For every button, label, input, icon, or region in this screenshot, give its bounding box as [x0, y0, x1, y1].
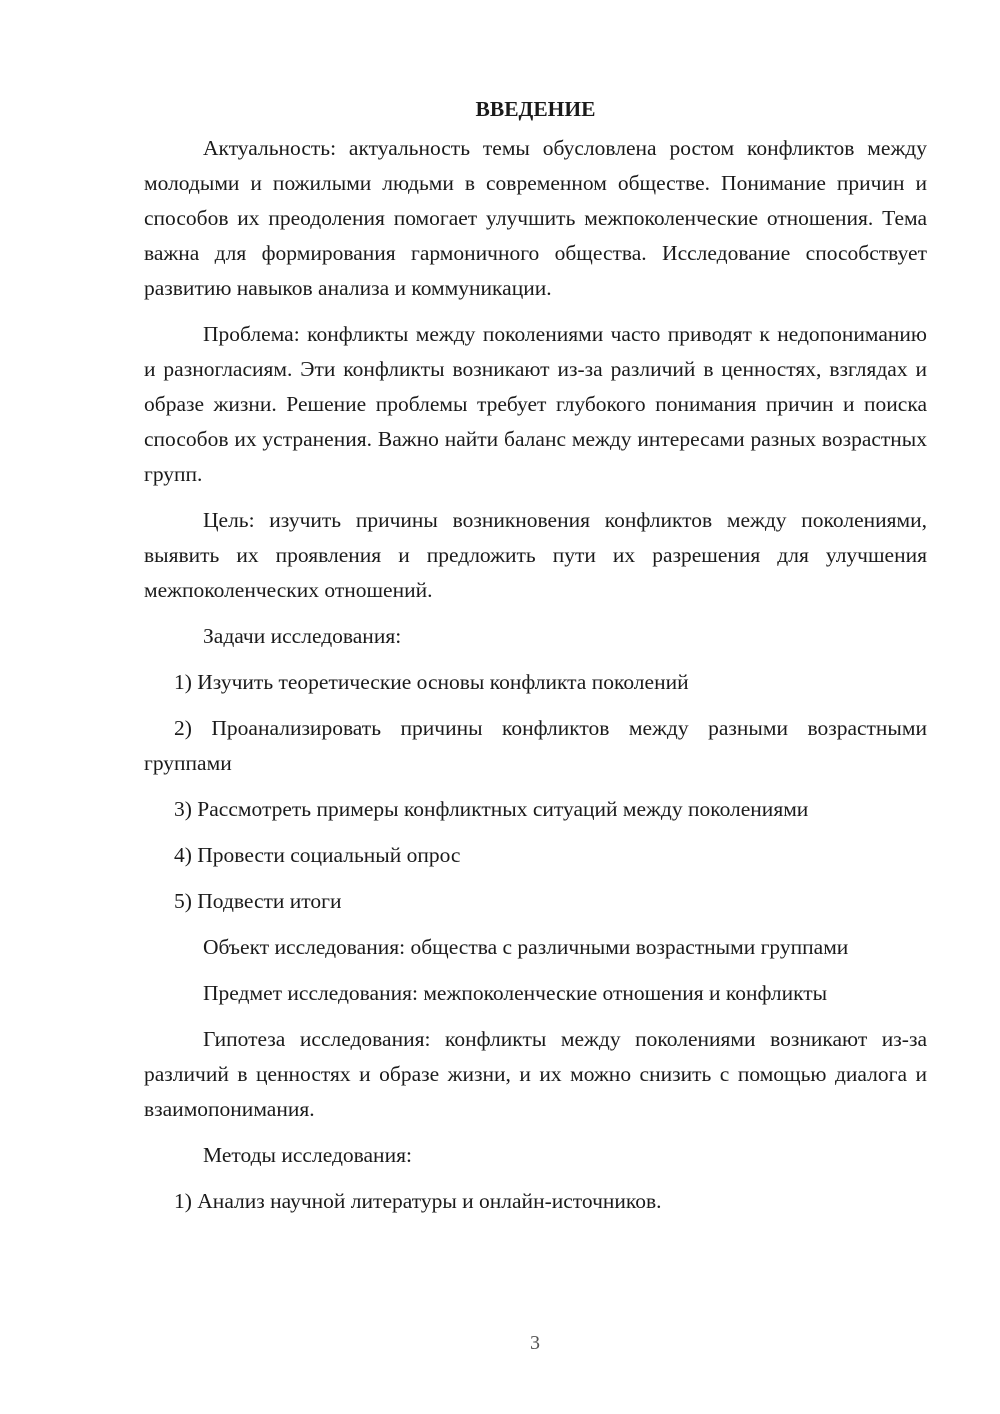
- goal-paragraph: Цель: изучить причины возникновения конфликтов между поколениями, выявить их проявления и предложить пути их разрешения для улучшения межпоколенческих отношений.: [144, 508, 927, 602]
- object-paragraph: Объект исследования: общества с различными возрастными группами: [203, 935, 849, 959]
- page-number: 3: [530, 1332, 540, 1354]
- task-item-2: 2) Проанализировать причины конфликтов между разными возрастными группами: [144, 716, 927, 775]
- document-page: [144, 92, 927, 1230]
- hypothesis-paragraph: Гипотеза исследования: конфликты между поколениями возникают из-за различий в ценностях и образе жизни, и их можно снизить с помощью диалога и взаимопонимания.: [144, 1027, 927, 1121]
- task-item-1: 1) Изучить теоретические основы конфликта поколений: [174, 670, 689, 694]
- task-item-3: 3) Рассмотреть примеры конфликтных ситуаций между поколениями: [174, 797, 809, 821]
- task-item-4: 4) Провести социальный опрос: [174, 843, 461, 867]
- subject-paragraph: Предмет исследования: межпоколенческие отношения и конфликты: [203, 981, 828, 1005]
- section-heading: ВВЕДЕНИЕ: [475, 97, 596, 121]
- task-item-5: 5) Подвести итоги: [174, 889, 342, 913]
- methods-heading: Методы исследования:: [203, 1143, 412, 1167]
- tasks-heading: Задачи исследования:: [203, 624, 402, 648]
- method-item-1: 1) Анализ научной литературы и онлайн-источников.: [174, 1189, 662, 1213]
- relevance-paragraph: Актуальность: актуальность темы обусловлена ростом конфликтов между молодыми и пожилыми людьми в современном обществе. Понимание причин и способов их преодоления помогает улучшить межпоколенческие отношения. Тема важна для формирования гармоничного общества. Исследование способствует развитию навыков анализа и коммуникации.: [144, 136, 927, 300]
- problem-paragraph: Проблема: конфликты между поколениями часто приводят к недопониманию и разногласиям. Эти конфликты возникают из-за различий в ценностях, взглядах и образе жизни. Решение проблемы требует глубокого понимания причин и поиска способов их устранения. Важно найти баланс между интересами разных возрастных групп.: [144, 322, 927, 486]
